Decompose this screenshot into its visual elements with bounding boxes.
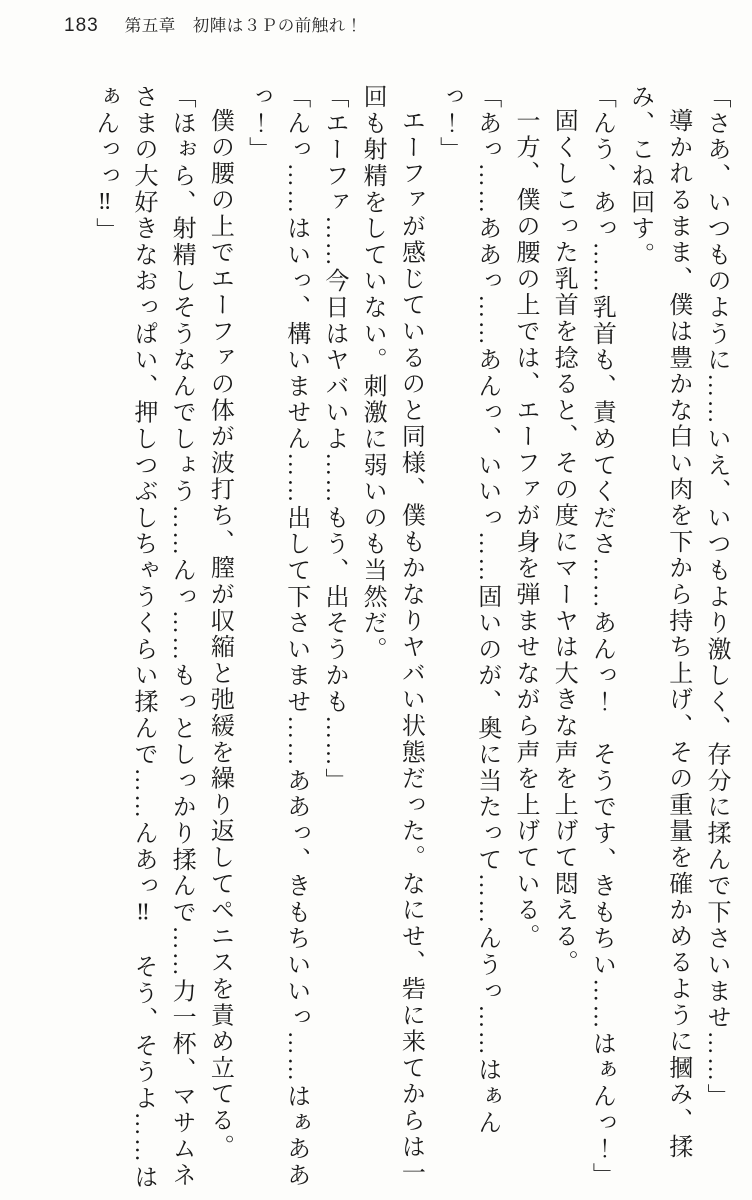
paragraph-10: 僕の腰の上でエーファの体が波打ち、膣が収縮と弛緩を繰り返してペニスを責め立てる。 [206, 108, 233, 1160]
paragraph-7: エーファが感じているのと同様、僕もかなりヤバい状態だった。なにせ、砦に来てからは一回も射精をしていない。刺激に弱いのも当然だ。 [359, 84, 424, 1187]
paragraph-5: 一方、僕の腰の上では、エーファが身を弾ませながら声を上げている。 [511, 108, 538, 950]
paragraph-1: 「さあ、いつものように……いえ、いつもより激しく、存分に揉んで下さいませ……」 [703, 84, 729, 1110]
paragraph-2: 導かれるまま、僕は豊かな白い肉を下から持ち上げ、その重量を確かめるように摑み、揉み、こね回す。 [626, 84, 691, 1160]
paragraph-6: 「あっ……ああっ……あんっ、いいっ……固いのが、奥に当たって……んうっ……はぁんっ！」 [435, 84, 500, 1136]
paragraph-11: 「ほぉら、射精しそうなんでしょう……んっ……もっとしっかり揉んで……力一杯、マサムネさまの大好きなおっぱい、押しつぶしちゃうくらい揉んで……んあっ‼ そう、そうよ……はぁんっっ‼」 [91, 84, 195, 1191]
vertical-text-block [86, 84, 735, 1192]
paragraph-8: 「エーファ……今日はヤバいよ……もう、出そうかも……」 [320, 84, 347, 795]
paragraph-4: 固くしこった乳首を捻ると、その度にマーヤは大きな声を上げて悶える。 [550, 108, 577, 976]
chapter-title: 第五章 初陣は３Ｐの前触れ！ [124, 17, 363, 35]
page-header [64, 12, 363, 37]
page-number: 183 [64, 15, 99, 36]
paragraph-9: 「んっ……はいっ、構いません……出して下さいませ……ああっ、きもちいいっ……はぁああっ！」 [244, 84, 309, 1189]
paragraph-3: 「んう、あっ……乳首も、責めてくださ……あんっ！ そうです、きもちい……はぁんっ！」 [588, 84, 615, 1189]
